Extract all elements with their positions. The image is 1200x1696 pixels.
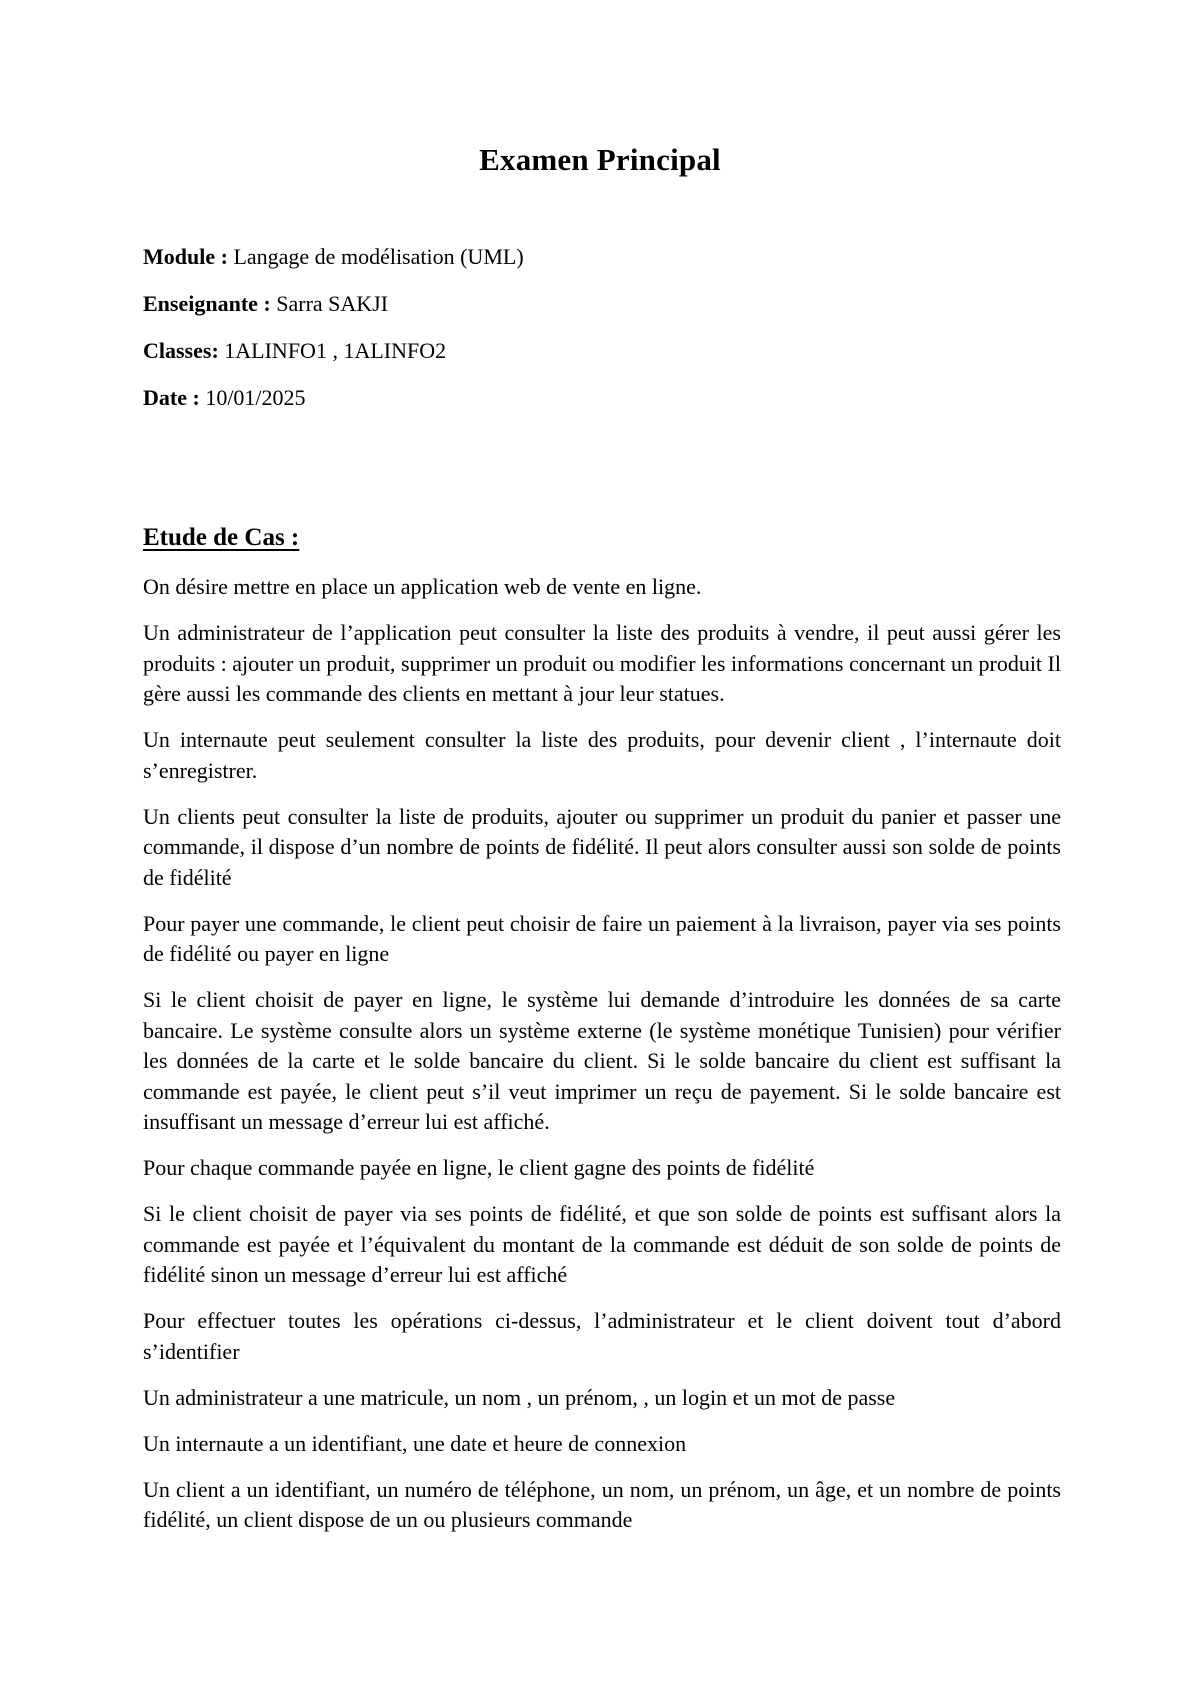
classes-value: 1ALINFO1 , 1ALINFO2	[224, 338, 447, 363]
paragraph: Un clients peut consulter la liste de produits, ajouter ou supprimer un produit du panier et passer une commande, il dispose d’un nombre de points de fidélité. Il peut alors consulter aussi son solde de points de fidélité	[143, 803, 1061, 890]
module-value: Langage de modélisation (UML)	[233, 244, 524, 269]
module-label: Module :	[143, 244, 228, 269]
paragraph: Un administrateur a une matricule, un nom , un prénom, , un login et un mot de passe	[143, 1384, 896, 1410]
classes-label: Classes:	[143, 338, 219, 363]
paragraph: Un internaute peut seulement consulter la liste des produits, pour devenir client , l’internaute doit s’enregistrer.	[143, 727, 1061, 783]
teacher-label: Enseignante :	[143, 291, 271, 316]
paragraph: Pour payer une commande, le client peut choisir de faire un paiement à la livraison, payer via ses points de fidélité ou payer en ligne	[143, 910, 1061, 966]
paragraph: Un client a un identifiant, un numéro de téléphone, un nom, un prénom, un âge, et un nombre de points fidélité, un client dispose de un ou plusieurs commande	[143, 1476, 1061, 1532]
exam-info-block	[143, 242, 1103, 430]
classes-line	[143, 336, 1103, 383]
case-study-heading: Etude de Cas :	[143, 524, 300, 551]
teacher-value: Sarra SAKJI	[276, 291, 389, 316]
case-study-body	[143, 572, 1061, 1551]
paragraph: Si le client choisit de payer via ses points de fidélité, et que son solde de points est suffisant alors la commande est payée et l’équivalent du montant de la commande est déduit de son solde de points de fidélité sinon un message d’erreur lui est affiché	[143, 1201, 1061, 1287]
paragraph: Pour chaque commande payée en ligne, le client gagne des points de fidélité	[143, 1155, 815, 1180]
paragraph: Si le client choisit de payer en ligne, le système lui demande d’introduire les données de sa carte bancaire. Le système consulte alors un système externe (le système monétique Tunisien) pour vérifier les données de la carte et le solde bancaire du client. Si le solde bancaire du client est suffisant la commande est payée, le client peut s’il veut imprimer un reçu de payement. Si le solde bancaire est insuffisant un message d’erreur lui est affiché.	[143, 987, 1061, 1134]
module-line	[143, 242, 1103, 289]
paragraph: Un internaute a un identifiant, une date et heure de connexion	[143, 1430, 687, 1456]
document-title: Examen Principal	[479, 142, 721, 177]
paragraph: On désire mettre en place un application web de vente en ligne.	[143, 574, 702, 599]
teacher-line	[143, 289, 1103, 336]
paragraph: Pour effectuer toutes les opérations ci-dessus, l’administrateur et le client doivent tout d’abord s’identifier	[143, 1308, 1061, 1364]
date-label: Date :	[143, 385, 200, 410]
date-value: 10/01/2025	[205, 385, 306, 410]
paragraph: Un administrateur de l’application peut consulter la liste des produits à vendre, il peut aussi gérer les produits : ajouter un produit, supprimer un produit ou modifier les informations concernant un produit Il gère aussi les commande des clients en mettant à jour leur statues.	[143, 620, 1061, 706]
date-line	[143, 383, 1103, 430]
